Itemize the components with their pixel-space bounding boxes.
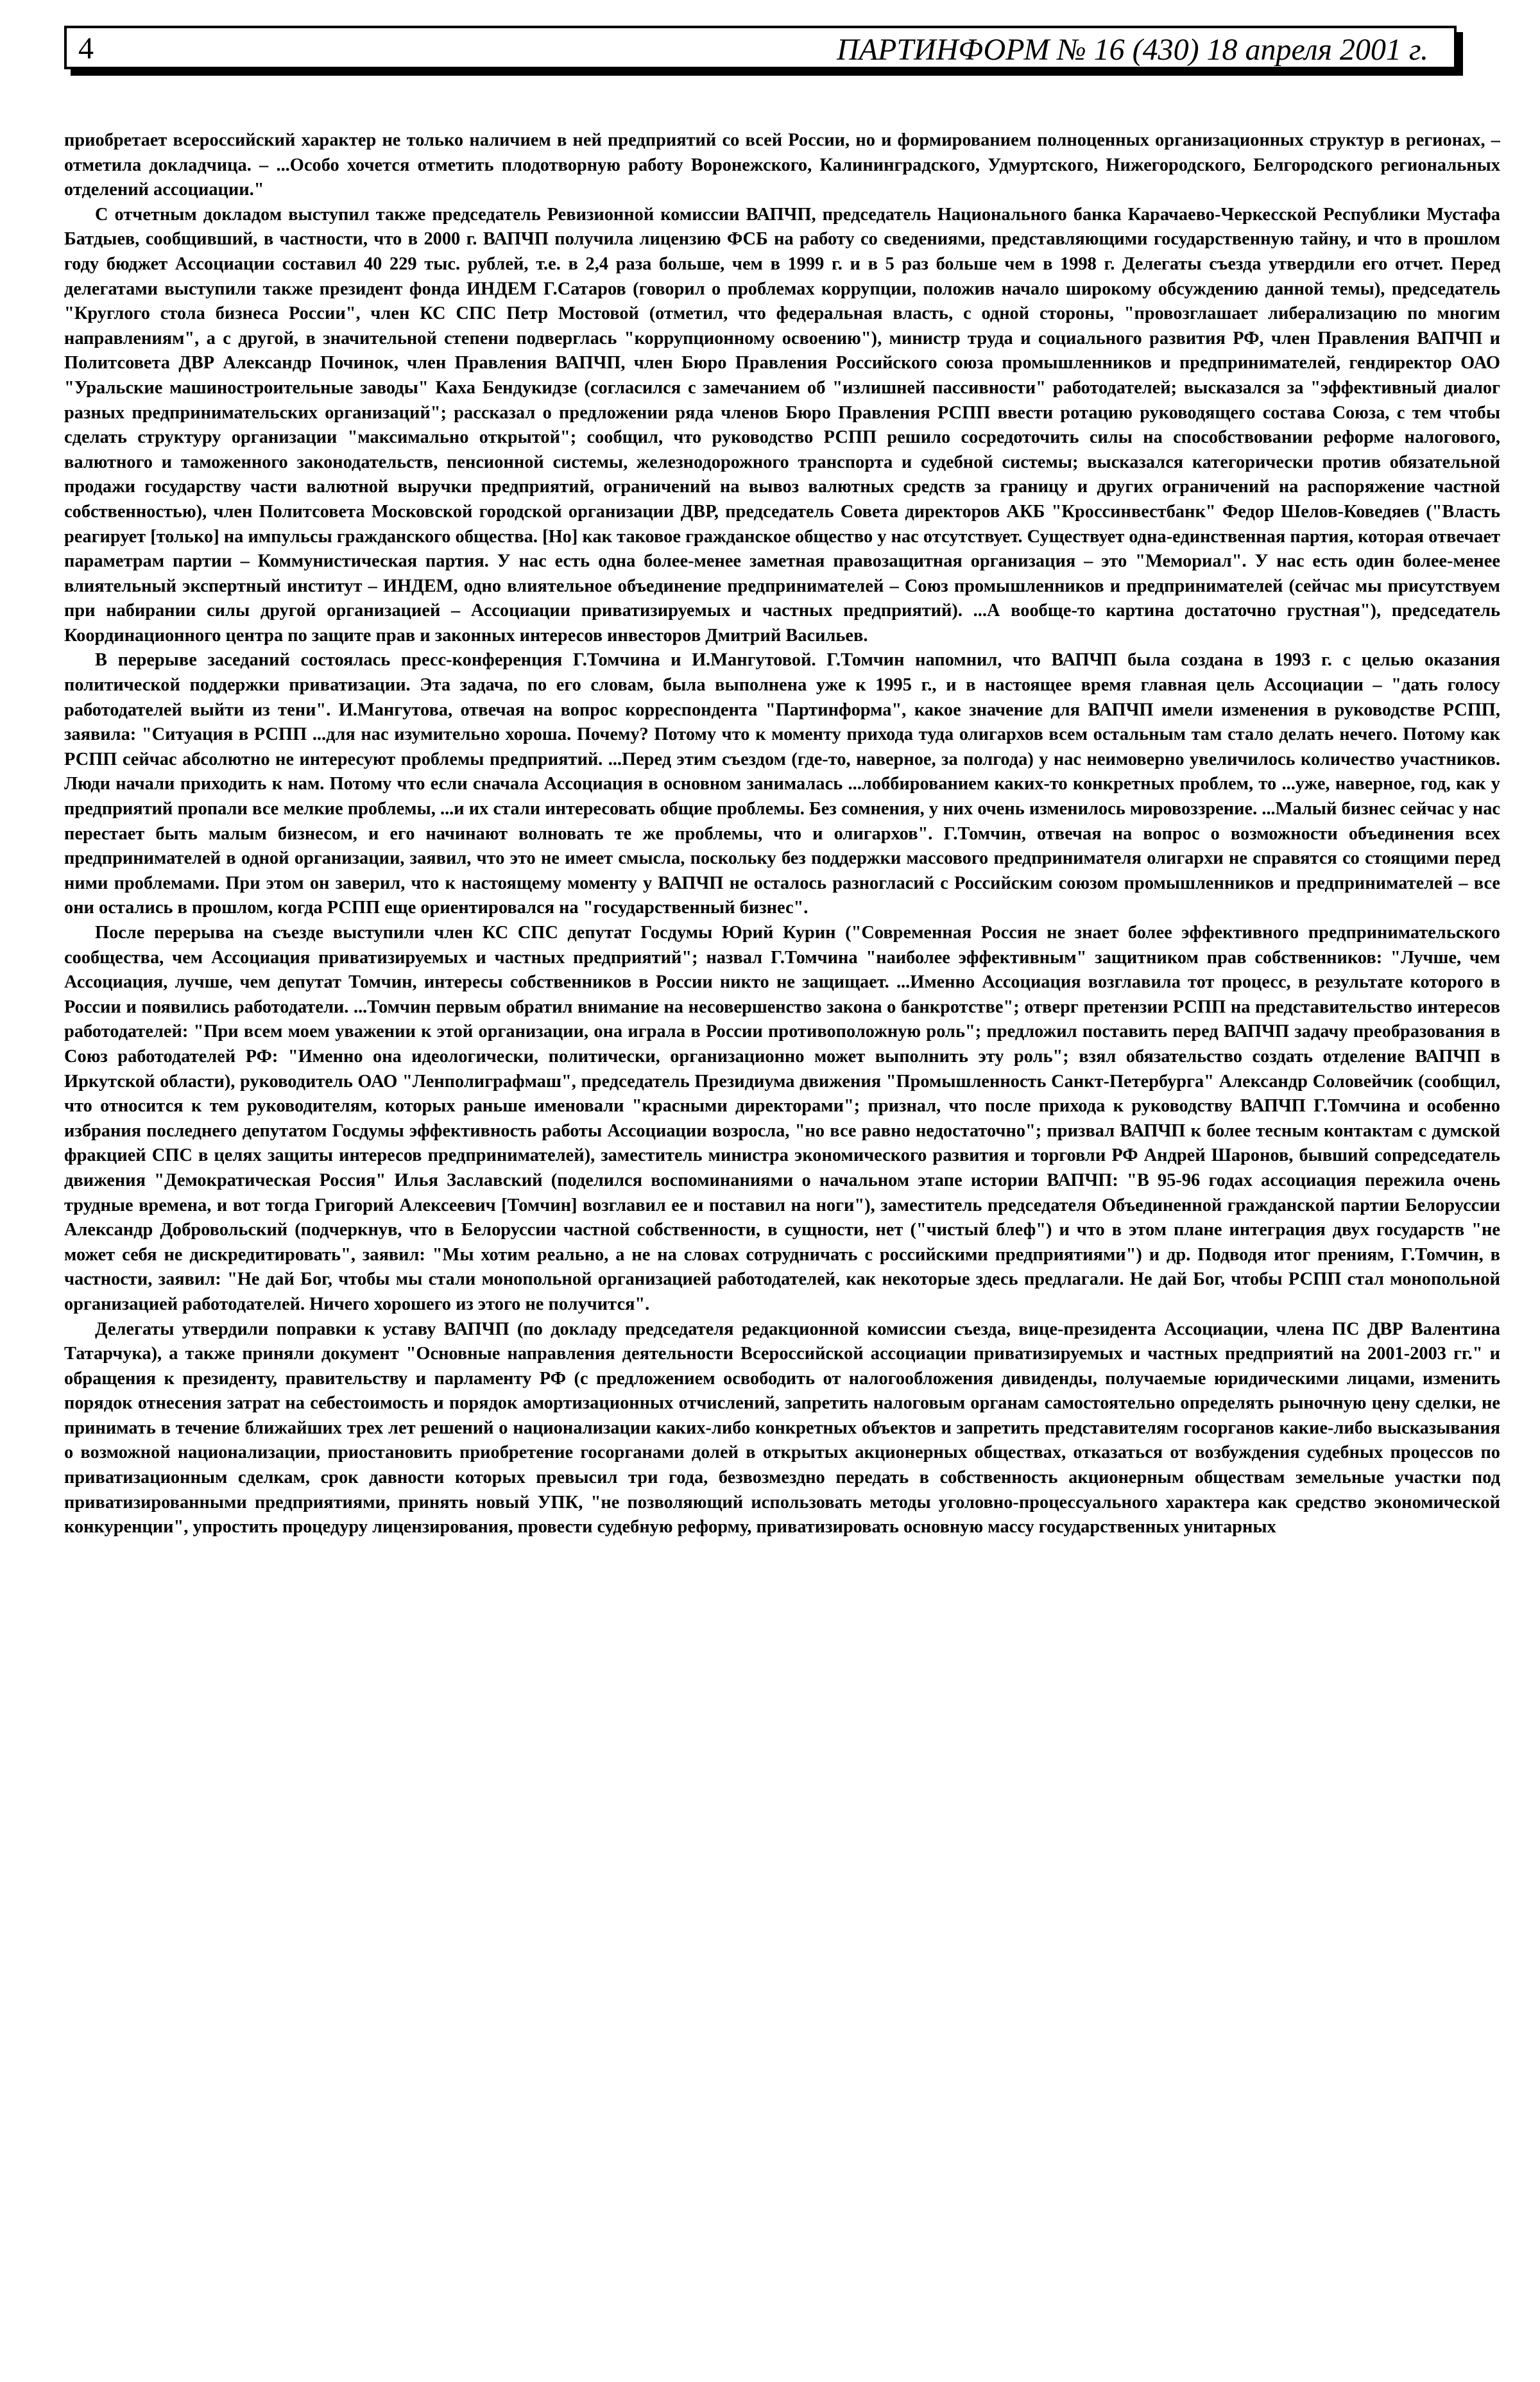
page-header (64, 26, 1457, 69)
paragraph-revision-report: С отчетным докладом выступил также председатель Ревизионной комиссии ВАПЧП, председатель Национального банка Карачаево-Черкесской Республики Мустафа Батдыев, сообщивший, в частности, что в 2000 г. ВАПЧП получила лицензию ФСБ на работу со сведениями, представляющими государственную тайну, и что в прошлом году бюджет Ассоциации составил 40 229 тыс. рублей, т.е. в 2,4 раза больше, чем в 1999 г. и в 5 раз больше чем в 1998 г. Делегаты съезда утвердили его отчет. Перед делегатами выступили также президент фонда ИНДЕМ Г.Сатаров (говорил о проблемах коррупции, положив начало широкому обсуждению данной темы), председатель "Круглого стола бизнеса России", член КС СПС Петр Мостовой (отметил, что федеральная власть, с одной стороны, "провозглашает либерализацию по многим направлениям", а с другой, в значительной степени подверглась "коррупционному освоению"), министр труда и социального развития РФ, член Правления ВАПЧП и Политсовета ДВР Александр Починок, член Правления ВАПЧП, член Бюро Правления Российского союза промышленников и предпринимателей, гендиректор ОАО "Уральские машиностроительные заводы" Каха Бендукидзе (согласился с замечанием об "излишней пассивности" работодателей; высказался за "эффективный диалог разных предпринимательских организаций"; рассказал о предложении ряда членов Бюро Правления РСПП ввести ротацию руководящего состава Союза, с тем чтобы сделать структуру организации "максимально открытой"; сообщил, что руководство РСПП решило сосредоточить силы на способствовании реформе налогового, валютного и таможенного законодательств, пенсионной системы, железнодорожного транспорта и судебной системы; высказался категорически против обязательной продажи государству части валютной выручки предприятий, ограничений на вывоз валютных средств за границу и других ограничений на распоряжение частной собственностью), член Политсовета Московской городской организации ДВР, председатель Совета директоров АКБ "Кроссинвестбанк" Федор Шелов-Коведяев ("Власть реагирует [только] на импульсы гражданского общества. [Но] как таковое гражданское общество у нас отсутствует. Существует одна-единственная партия, которая отвечает параметрам партии – Коммунистическая партия. У нас есть одна более-менее заметная правозащитная организация – это "Мемориал". У нас есть один более-менее влиятельный экспертный институт – ИНДЕМ, одно влиятельное объединение предпринимателей – Союз промышленников и предпринимателей (сейчас мы присутствуем при набирании силы другой организацией – Ассоциации приватизируемых и частных предприятий). ...А вообще-то картина достаточно грустная"), председатель Координационного центра по защите прав и законных интересов инвесторов Дмитрий Васильев. (64, 204, 1500, 646)
paragraph-continuation: приобретает всероссийский характер не только наличием в ней предприятий со всей России, но и формированием полноценных организационных структур в регионах, – отметила докладчица. – ...Особо хочется отметить плодотворную работу Воронежского, Калининградского, Удмуртского, Нижегородского, Белгородского региональных отделений ассоциации." (64, 130, 1500, 200)
paragraph-resolutions: Делегаты утвердили поправки к уставу ВАПЧП (по докладу председателя редакционной комиссии съезда, вице-президента Ассоциации, члена ПС ДВР Валентина Татарчука), а также приняли документ "Основные направления деятельности Всероссийской ассоциации приватизируемых и частных предприятий на 2001-2003 гг." и обращения к президенту, правительству и парламенту РФ (с предложением освободить от налогообложения дивиденды, получаемые юридическими лицами, изменить порядок отнесения затрат на себестоимость и порядок амортизационных отчислений, запретить налоговым органам самостоятельно определять рыночную цену сделки, не принимать в течение ближайших трех лет решений о национализации каких-либо конкретных объектов и запретить представителям госорганов какие-либо высказывания о возможной национализации, приостановить приобретение госорганами долей в открытых акционерных обществах, отказаться от возбуждения судебных процессов по приватизационным сделкам, срок давности которых превысил три года, безвозмездно передать в собственность акционерным обществам земельные участки под приватизированными предприятиями, принять новый УПК, "не позволяющий использовать методы уголовно-процессуального характера как средство экономической конкуренции", упростить процедуру лицензирования, провести судебную реформу, приватизировать основную массу государственных унитарных (64, 1319, 1500, 1538)
paragraph-press-conference: В перерыве заседаний состоялась пресс-конференция Г.Томчина и И.Мангутовой. Г.Томчин напомнил, что ВАПЧП была создана в 1993 г. с целью оказания политической поддержки приватизации. Эта задача, по его словам, была выполнена уже к 1995 г., и в настоящее время главная цель Ассоциации – "дать голосу работодателей выйти из тени". И.Мангутова, отвечая на вопрос корреспондента "Партинформа", какое значение для ВАПЧП имели изменения в руководстве РСПП, заявила: "Ситуация в РСПП ...для нас изумительно хороша. Почему? Потому что к моменту прихода туда олигархов всем остальным там стало делать нечего. Потому как РСПП сейчас абсолютно не интересуют проблемы предприятий. ...Перед этим съездом (где-то, наверное, за полгода) у нас неимоверно увеличилось количество участников. Люди начали приходить к нам. Потому что если сначала Ассоциация в основном занималась ...лоббированием каких-то конкретных проблем, то ...уже, наверное, год, как у предприятий пропали все мелкие проблемы, ...и их стали интересовать общие проблемы. Без сомнения, у них очень изменилось мировоззрение. ...Малый бизнес сейчас у нас перестает быть малым бизнесом, и его начинают волновать те же проблемы, что и олигархов". Г.Томчин, отвечая на вопрос о возможности объединения всех предпринимателей в одной организации, заявил, что это не имеет смысла, поскольку без поддержки массового предпринимателя олигархи не справятся со стоящими перед ними проблемами. При этом он заверил, что к настоящему моменту у ВАПЧП не осталось разногласий с Российским союзом промышленников и предпринимателей – все они остались в прошлом, когда РСПП еще ориентировался на "государственный бизнес". (64, 650, 1500, 918)
issue-title: ПАРТИНФОРМ № 16 (430) 18 апреля 2001 г. (837, 33, 1428, 67)
page-number: 4 (78, 31, 94, 65)
article-body (64, 128, 1500, 2361)
paragraph-after-break: После перерыва на съезде выступили член КС СПС депутат Госдумы Юрий Курин ("Современная Россия не знает более эффективного предпринимательского сообщества, чем Ассоциация приватизируемых и частных предприятий"; назвал Г.Томчина "наиболее эффективным" защитником прав собственников: "Лучше, чем Ассоциация, лучше, чем депутат Томчин, интересы собственников в России никто не защищает. ...Именно Ассоциация возглавила тот процесс, в результате которого в России и появились работодатели. ...Томчин первым обратил внимание на несовершенство закона о банкротстве"; отверг претензии РСПП на представительство интересов работодателей: "При всем моем уважении к этой организации, она играла в России противоположную роль"; предложил поставить перед ВАПЧП задачу преобразования в Союз работодателей РФ: "Именно она идеологически, политически, организационно может выполнить эту роль"; взял обязательство создать отделение ВАПЧП в Иркутской области), руководитель ОАО "Ленполиграфмаш", председатель Президиума движения "Промышленность Санкт-Петербурга" Александр Соловейчик (сообщил, что относится к тем руководителям, которых раньше именовали "красными директорами"; признал, что после прихода к руководству ВАПЧП Г.Томчина и особенно избрания последнего депутатом Госдумы эффективность работы Ассоциации возросла, "но все равно недостаточно"; призвал ВАПЧП к более тесным контактам с думской фракцией СПС в целях защиты интересов предпринимателей), заместитель министра экономического развития и торговли РФ Андрей Шаронов, бывший сопредседатель движения "Демократическая Россия" Илья Заславский (поделился воспоминаниями о начальном этапе истории ВАПЧП: "В 95-96 годах ассоциация пережила очень трудные времена, и вот тогда Григорий Алексеевич [Томчин] возглавил ее и поставил на ноги"), заместитель председателя Объединенной гражданской партии Белоруссии Александр Добровольский (подчеркнув, что в Белоруссии частной собственности, в сущности, нет ("чистый блеф") и что в этом плане интеграция двух государств "не может себя не дискредитировать", заявил: "Мы хотим реально, а не на словах сотрудничать с российскими предприятиями") и др. Подводя итог прениям, Г.Томчин, в частности, заявил: "Не дай Бог, чтобы мы стали монопольной организацией работодателей, как некоторые здесь предлагали. Не дай Бог, чтобы РСПП стал монопольной организацией работодателей. Ничего хорошего из этого не получится". (64, 923, 1500, 1314)
